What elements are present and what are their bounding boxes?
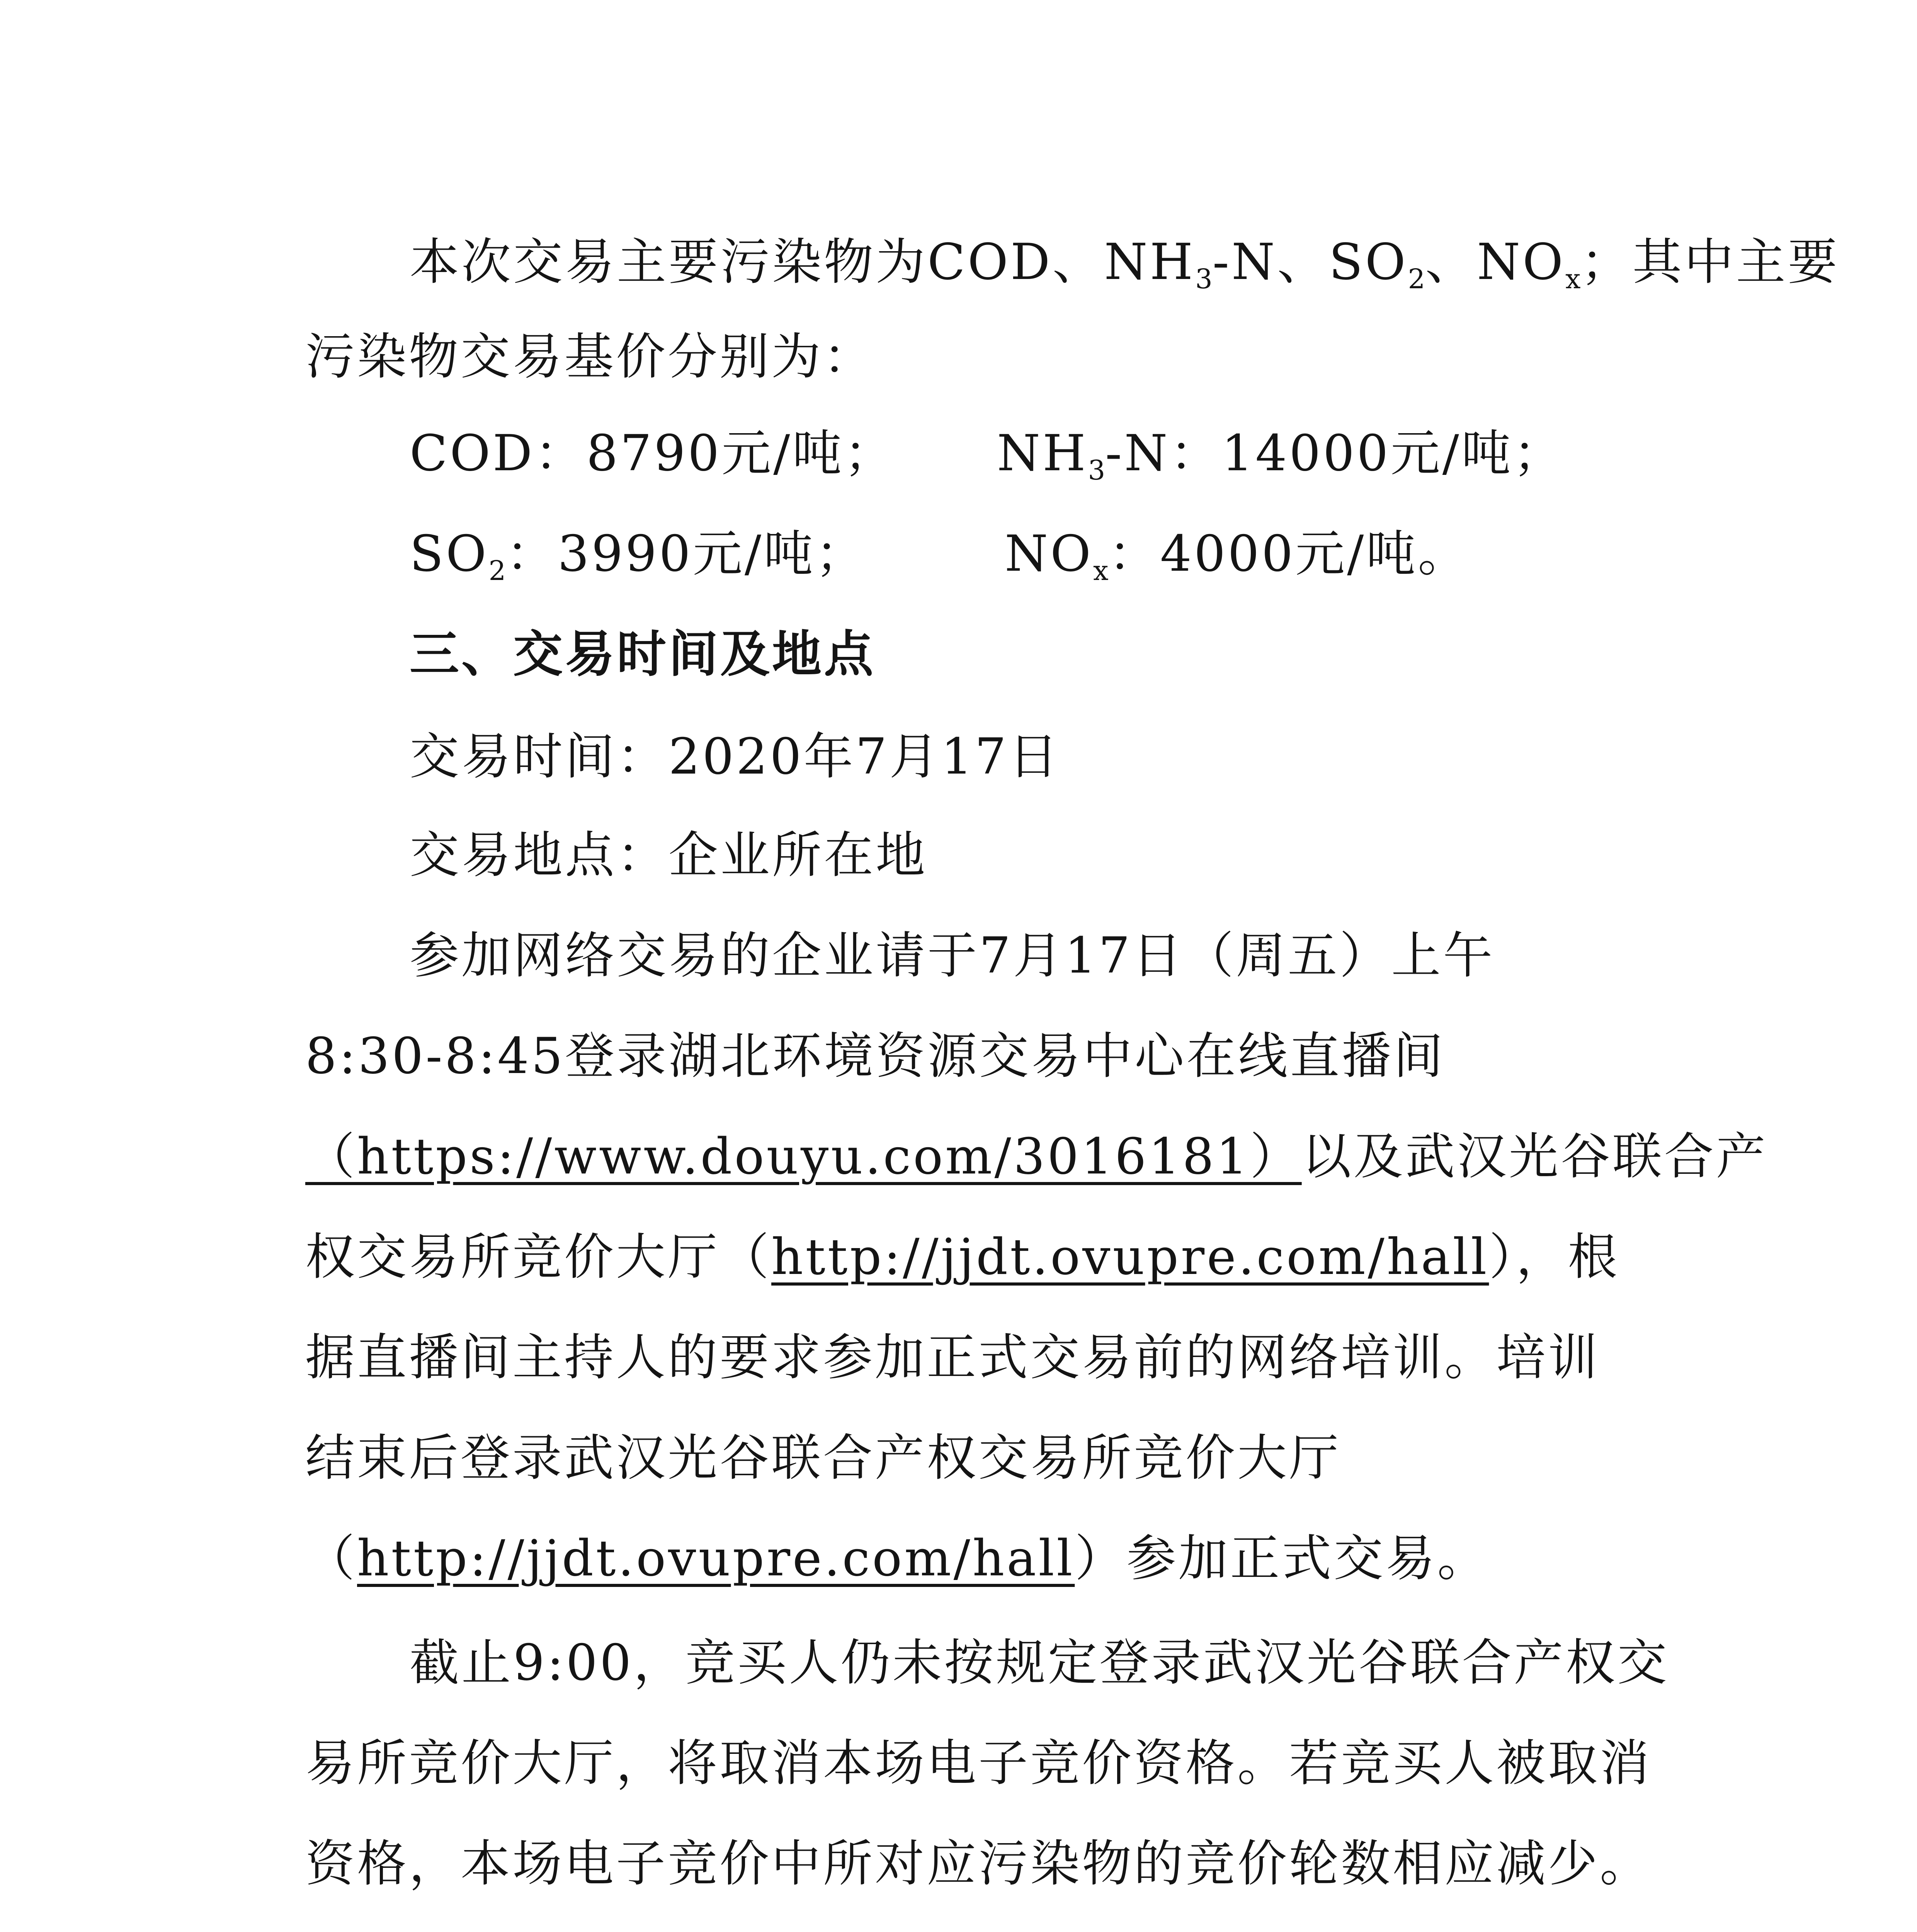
subscript: 3 <box>1195 263 1213 295</box>
text-segment: -N、SO <box>1212 233 1408 291</box>
paragraph-line: 资格，本场电子竞价中所对应污染物的竞价轮数相应减少。 <box>305 1835 1652 1893</box>
pollutants-line-1 <box>410 233 1840 295</box>
text-segment: （ <box>305 1530 357 1587</box>
bidding-hall-link[interactable]: http://jjdt.ovupre.com/hall <box>357 1530 1075 1587</box>
text-segment: ；其中主要 <box>1580 233 1840 291</box>
paragraph-line <box>305 1530 1489 1587</box>
trade-time: 交易时间：2020年7月17日 <box>410 728 1061 786</box>
text-segment: SO <box>410 525 489 583</box>
price-cod: COD：8790元/吨； <box>410 425 896 482</box>
paragraph-line: 截止9:00，竞买人仍未按规定登录武汉光谷联合产权交 <box>410 1634 1669 1692</box>
text-segment: -N：14000元/吨； <box>1105 425 1565 482</box>
paragraph-line: 8:30-8:45登录湖北环境资源交易中心在线直播间 <box>305 1027 1446 1085</box>
text-segment: NH <box>997 425 1088 482</box>
price-so2 <box>410 525 867 587</box>
paragraph-line: 据直播间主持人的要求参加正式交易前的网络培训。培训 <box>305 1329 1600 1386</box>
text-segment: ：3990元/吨； <box>506 525 867 583</box>
paragraph-line <box>305 1228 1620 1286</box>
paragraph-line: 易所竞价大厅，将取消本场电子竞价资格。若竞买人被取消 <box>305 1735 1652 1792</box>
text-segment: 本次交易主要污染物为COD、NH <box>410 233 1196 291</box>
subscript: 3 <box>1088 454 1106 486</box>
subscript: 2 <box>1408 263 1425 295</box>
section-3-heading: 三、交易时间及地点 <box>410 626 876 683</box>
text-segment: 权交易所竞价大厅（ <box>305 1228 772 1286</box>
pollutants-line-2: 污染物交易基价分别为： <box>305 328 875 386</box>
text-segment: ：4000元/吨。 <box>1108 525 1470 583</box>
price-nh3n <box>997 425 1565 486</box>
douyu-live-link[interactable]: （https://www.douyu.com/3016181） <box>305 1128 1302 1185</box>
trade-place: 交易地点：企业所在地 <box>410 827 928 884</box>
price-nox <box>1005 525 1470 587</box>
paragraph-line: 参加网络交易的企业请于7月17日（周五）上午 <box>410 927 1495 985</box>
text-segment: 以及武汉光谷联合产 <box>1301 1128 1768 1185</box>
bidding-hall-link[interactable]: http://jjdt.ovupre.com/hall <box>771 1228 1489 1286</box>
text-segment: ）参加正式交易。 <box>1075 1530 1489 1587</box>
subscript: 2 <box>488 555 506 587</box>
text-segment: ），根 <box>1489 1228 1620 1286</box>
text-segment: NO <box>1005 525 1093 583</box>
text-segment: 、NO <box>1425 233 1566 291</box>
subscript: x <box>1565 263 1581 295</box>
subscript: x <box>1093 555 1109 587</box>
paragraph-line: 结束后登录武汉光谷联合产权交易所竞价大厅 <box>305 1429 1341 1487</box>
paragraph-line <box>305 1128 1768 1185</box>
